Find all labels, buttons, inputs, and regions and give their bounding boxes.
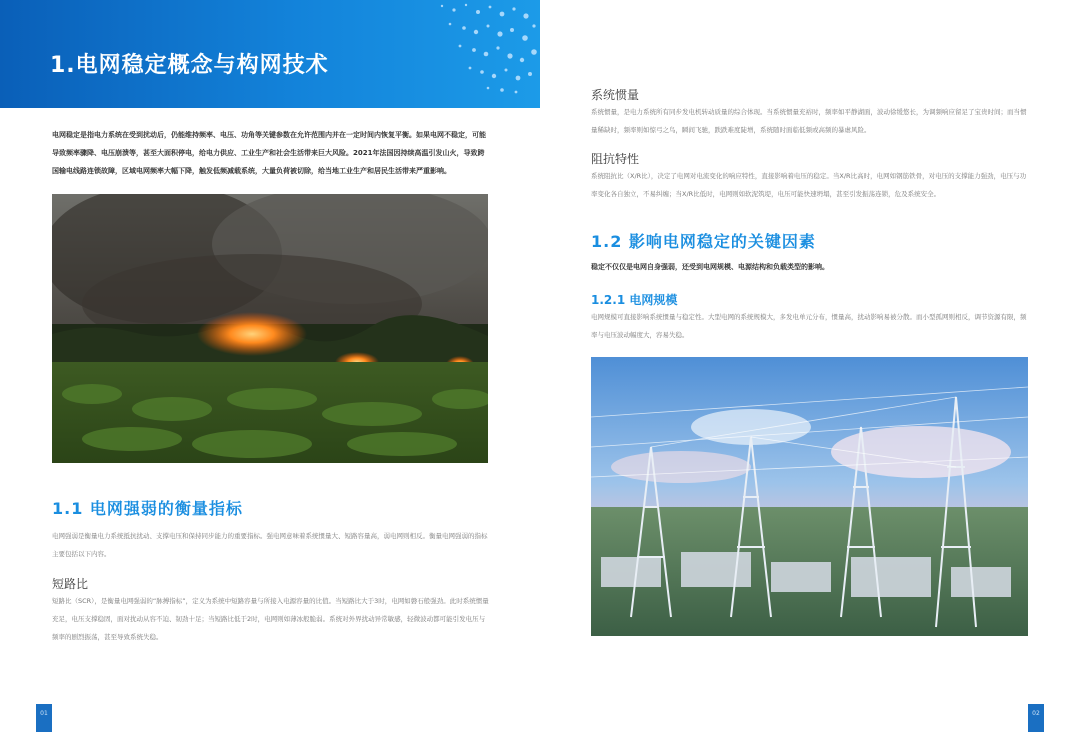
decorative-dots (430, 0, 540, 95)
substation-photo (591, 357, 1028, 636)
section-1-2-title: 1.2 影响电网稳定的关键因素 (591, 232, 816, 251)
page-number-left: 01 (36, 704, 52, 732)
scr-body: 短路比（SCR），是衡量电网强弱的“脉搏指标”，定义为系统中短路容量与所接入电源容量的比值。当短路比大于3时，电网如磐石般强劲。此时系统惯量充足，电压支撑稳固，面对扰动从容不迫、韧劲十足；当短路比低于2时，电网则如薄冰般脆弱。系统对外界扰动异常敏感，轻微波动都可能引发电压与频率的剧烈振荡，甚至导致系统失稳。 (52, 597, 489, 641)
section-1-1-body: 电网强弱是衡量电力系统抵抗扰动、支撑电压和保持同步能力的重要指标。强电网意味着系统惯量大、短路容量高，弱电网则相反。衡量电网强弱的指标主要包括以下内容。 (52, 532, 488, 558)
section-1-2-1-title: 1.2.1 电网规模 (591, 293, 678, 307)
impedance-title: 阻抗特性 (591, 152, 640, 166)
intro-paragraph: 电网稳定是指电力系统在受到扰动后，仍能维持频率、电压、功角等关键参数在允许范围内并在一定时间内恢复平衡。如果电网不稳定，可能导致频率骤降、电压崩溃等，甚至大面积停电，给电力供应、工业生产和社会生活带来巨大风险。2021年法国因持续高温引发山火，导致跨国输电线路连锁故障，区域电网频率大幅下降，触发低频减载系统，大量负荷被切除，给当地工业生产和居民生活带来严重影响。 (52, 131, 486, 175)
inertia-title: 系统惯量 (591, 88, 640, 102)
section-1-1-title: 1.1 电网强弱的衡量指标 (52, 499, 243, 518)
page-number-right: 02 (1028, 704, 1044, 732)
inertia-body: 系统惯量，是电力系统所有同步发电机转动质量的综合体现。当系统惯量充裕时，频率如平静湖面，波动徐缓悠长，为调频响应留足了宝贵时间；而当惯量稀缺时，频率则如惊弓之鸟，瞬间飞驰，跌跌难度陡增，系统随时面临低频或高频的暴虐风险。 (591, 108, 1027, 134)
header-banner (0, 0, 540, 108)
page-title: 1.电网稳定概念与构网技术 (50, 53, 329, 78)
section-1-2-1-body: 电网规模可直接影响系统惯量与稳定性。大型电网的系统规模大，多发电单元分布，惯量高，扰动影响易被分散。而小型孤网则相反，调节资源有限，频率与电压波动幅度大，容易失稳。 (591, 313, 1027, 339)
wildfire-photo (52, 194, 488, 463)
scr-title: 短路比 (52, 577, 89, 591)
impedance-body: 系统阻抗比（X/R比），决定了电网对电流变化的响应特性，直接影响着电压的稳定。当X/R比高时，电网如钢筋铁骨，对电压的支撑能力强劲，电压与功率变化各自独立，不易纠缠；当X/R比低时，电网则如软泥筑堤，电压可能快速坍塌，甚至引发振荡连锁，危及系统安全。 (591, 172, 1027, 198)
section-1-2-lead: 稳定不仅仅是电网自身强弱，还受到电网规模、电源结构和负载类型的影响。 (591, 263, 829, 271)
